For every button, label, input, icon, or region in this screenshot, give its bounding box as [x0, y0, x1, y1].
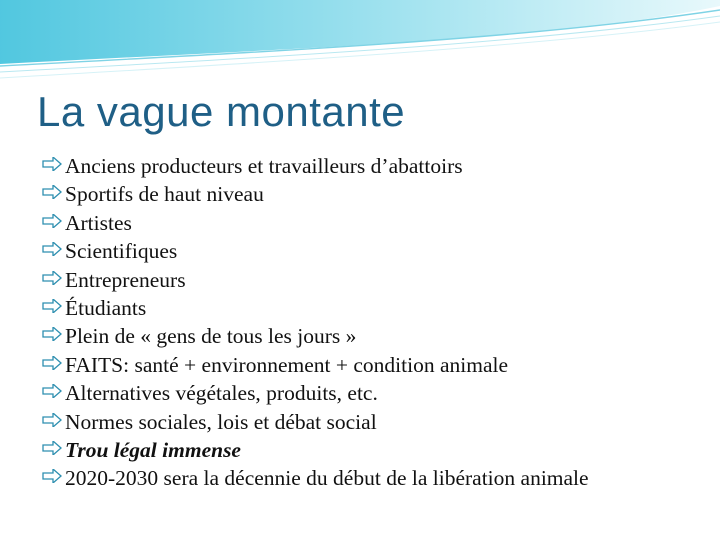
- list-item: [40, 180, 700, 208]
- arrow-bullet-icon: [42, 413, 62, 427]
- arrow-bullet-icon: [42, 469, 62, 483]
- bullet-text: 2020-2030 sera la décennie du début de la libération animale: [65, 466, 589, 491]
- list-item: [40, 436, 700, 464]
- bullet-text: FAITS: santé + environnement + condition animale: [65, 352, 509, 377]
- list-item: [40, 351, 700, 379]
- bullet-text: Scientifiques: [65, 239, 178, 264]
- slide-title: La vague montante: [37, 88, 406, 135]
- bullet-text: Plein de « gens de tous les jours »: [65, 324, 357, 349]
- arrow-bullet-icon: [42, 299, 62, 313]
- decorative-wave-header: [0, 0, 720, 90]
- arrow-bullet-icon: [42, 384, 62, 398]
- bullet-text: Sportifs de haut niveau: [65, 182, 264, 207]
- arrow-bullet-icon: [42, 271, 62, 285]
- list-item: [40, 322, 700, 350]
- list-item: [40, 294, 700, 322]
- list-item: [40, 408, 700, 436]
- bullet-text: Alternatives végétales, produits, etc.: [65, 381, 378, 406]
- arrow-bullet-icon: [42, 157, 62, 171]
- bullet-text: Étudiants: [65, 296, 147, 321]
- bullet-text: Artistes: [65, 210, 132, 235]
- arrow-bullet-icon: [42, 327, 62, 341]
- list-item: [40, 266, 700, 294]
- bullet-text: Anciens producteurs et travailleurs d’abattoirs: [65, 154, 463, 178]
- arrow-bullet-icon: [42, 441, 62, 455]
- arrow-bullet-icon: [42, 356, 62, 370]
- bullet-text: Trou légal immense: [65, 438, 241, 463]
- list-item: [40, 152, 700, 180]
- arrow-bullet-icon: [42, 214, 62, 228]
- bullet-list: [40, 152, 700, 493]
- list-item: [40, 464, 700, 492]
- arrow-bullet-icon: [42, 185, 62, 199]
- list-item: [40, 209, 700, 237]
- arrow-bullet-icon: [42, 242, 62, 256]
- bullet-text: Entrepreneurs: [65, 267, 186, 292]
- bullet-text: Normes sociales, lois et débat social: [65, 409, 377, 434]
- list-item: [40, 237, 700, 265]
- list-item: [40, 379, 700, 407]
